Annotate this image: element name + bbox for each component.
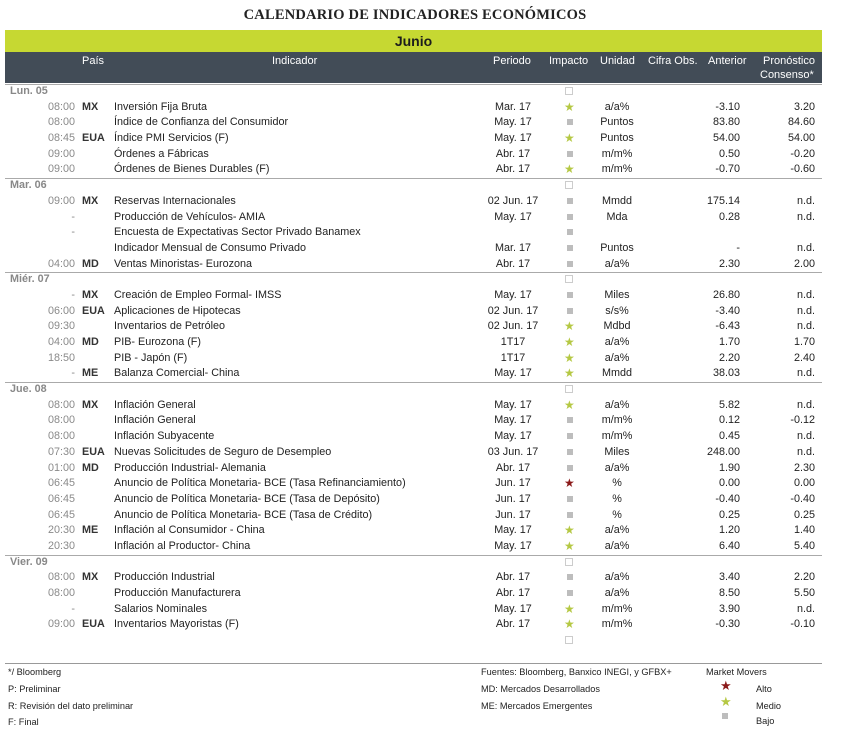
impact-low-icon: [567, 115, 573, 131]
row-country: EUA: [82, 132, 105, 145]
impact-low-icon: [567, 461, 573, 477]
row-indicator: Encuesta de Expectativas Sector Privado Banamex: [114, 226, 361, 239]
row-anterior: -0.40: [715, 492, 740, 505]
row-time: 04:00: [47, 257, 75, 270]
row-period: May. 17: [494, 367, 532, 380]
row-pronostico: n.d.: [796, 288, 815, 301]
row-unit: m/m%: [601, 602, 633, 615]
table-row: [0, 257, 841, 273]
row-anterior: -3.10: [715, 100, 740, 113]
row-time: 06:45: [47, 508, 75, 521]
table-row: [0, 319, 841, 335]
row-pronostico: n.d.: [796, 210, 815, 223]
impact-low-icon: [567, 194, 573, 210]
day-header: [0, 555, 841, 571]
row-pronostico: 2.40: [793, 351, 815, 364]
row-indicator: Balanza Comercial- China: [114, 367, 240, 380]
row-time: 20:30: [47, 539, 75, 552]
impact-medium-star-icon: ★: [564, 99, 575, 114]
table-row: [0, 445, 841, 461]
row-anterior: 175.14: [706, 194, 740, 207]
row-unit: a/a%: [604, 100, 630, 113]
legend-square-icon: [722, 713, 728, 719]
row-period: May. 17: [494, 132, 532, 145]
row-time: 08:45: [47, 132, 75, 145]
impact-low-icon: [567, 429, 573, 445]
row-period: Abr. 17: [495, 163, 531, 176]
impact-low-icon: [567, 288, 573, 304]
row-period: Jun. 17: [495, 508, 531, 521]
row-country: MD: [82, 336, 99, 348]
day-divider: [5, 178, 822, 179]
table-row: [0, 413, 841, 429]
table-row: [0, 210, 841, 226]
row-country: MX: [82, 571, 99, 584]
row-pronostico: 5.50: [793, 587, 815, 599]
row-unit: a/a%: [604, 571, 630, 584]
row-time: 06:45: [47, 492, 75, 505]
row-pronostico: 1.40: [793, 524, 815, 537]
legend-bajo: Bajo: [756, 716, 775, 726]
row-pronostico: 3.20: [793, 100, 815, 113]
row-pronostico: -0.12: [790, 414, 815, 427]
row-unit: a/a%: [604, 461, 630, 474]
impact-empty-icon: [565, 178, 573, 195]
row-unit: Mmdd: [602, 194, 632, 207]
row-time: -: [71, 226, 75, 239]
row-time: 06:00: [47, 304, 75, 317]
day-label: Vier. 09: [10, 555, 48, 568]
row-unit: Mda: [606, 210, 628, 223]
row-unit: m/m%: [601, 163, 633, 176]
row-indicator: Inflación al Productor- China: [114, 539, 251, 552]
row-country: MD: [82, 461, 99, 474]
row-time: 20:30: [47, 524, 75, 537]
row-pronostico: n.d.: [796, 320, 815, 333]
row-pronostico: -0.10: [790, 618, 815, 631]
row-period: 02 Jun. 17: [487, 320, 539, 333]
row-period: May. 17: [494, 288, 532, 301]
row-anterior: 0.45: [718, 430, 740, 443]
table-row: [0, 539, 841, 555]
row-anterior: 3.40: [718, 571, 740, 584]
row-indicator: Producción Manufacturera: [114, 587, 241, 599]
header-anterior: Anterior: [708, 55, 747, 67]
table-row: [0, 570, 841, 586]
table-row: [0, 617, 841, 633]
row-anterior: 0.50: [718, 147, 740, 160]
impact-low-icon: [567, 413, 573, 429]
impact-low-icon: [567, 570, 573, 586]
impact-medium-star-icon: ★: [564, 601, 575, 616]
impact-medium-star-icon: ★: [564, 538, 575, 553]
row-country: EUA: [82, 445, 105, 458]
impact-empty-icon: [565, 555, 573, 572]
impact-low-icon: [567, 508, 573, 524]
row-period: Abr. 17: [495, 618, 531, 631]
table-row: [0, 602, 841, 618]
month-banner: Junio: [5, 30, 822, 52]
header-unidad: Unidad: [600, 55, 635, 67]
row-unit: m/m%: [601, 430, 633, 443]
row-anterior: 6.40: [718, 539, 740, 552]
row-anterior: 0.28: [718, 210, 740, 223]
impact-low-icon: [567, 586, 573, 602]
table-row: [0, 335, 841, 351]
row-period: Abr. 17: [495, 587, 531, 599]
row-pronostico: 54.00: [787, 132, 815, 145]
row-anterior: 5.82: [718, 398, 740, 411]
row-country: MX: [82, 288, 99, 301]
impact-empty-icon: [565, 84, 573, 101]
row-period: Jun. 17: [495, 492, 531, 505]
row-unit: %: [612, 477, 622, 490]
row-period: Abr. 17: [495, 147, 531, 160]
row-anterior: 1.20: [718, 524, 740, 537]
row-period: 02 Jun. 17: [487, 194, 539, 207]
row-unit: %: [612, 508, 622, 521]
row-time: 18:50: [47, 351, 75, 364]
row-time: -: [71, 602, 75, 615]
footnote-md: MD: Mercados Desarrollados: [481, 684, 600, 694]
row-period: May. 17: [494, 430, 532, 443]
table-header: [5, 52, 822, 83]
row-unit: a/a%: [604, 398, 630, 411]
day-header: [0, 272, 841, 288]
row-indicator: Producción Industrial: [114, 571, 215, 584]
row-time: 08:00: [47, 571, 75, 584]
row-period: May. 17: [494, 398, 532, 411]
impact-medium-star-icon: ★: [564, 350, 575, 365]
row-indicator: Salarios Nominales: [114, 602, 208, 615]
row-pronostico: n.d.: [796, 241, 815, 254]
row-indicator: Índice PMI Servicios (F): [114, 132, 229, 145]
row-pronostico: n.d.: [796, 430, 815, 443]
row-pronostico: 0.00: [793, 477, 815, 490]
row-country: EUA: [82, 304, 105, 317]
impact-medium-star-icon: ★: [564, 617, 575, 632]
legend-title: Market Movers: [706, 667, 767, 677]
row-time: 08:00: [47, 414, 75, 427]
row-time: 07:30: [47, 445, 75, 458]
row-unit: a/a%: [604, 351, 630, 364]
row-period: Abr. 17: [495, 571, 531, 584]
header-indicador: Indicador: [272, 55, 318, 67]
row-indicator: Inflación General: [114, 414, 196, 427]
row-anterior: 8.50: [718, 587, 740, 599]
impact-low-icon: [567, 241, 573, 257]
row-pronostico: 2.20: [793, 571, 815, 584]
row-time: 08:00: [47, 430, 75, 443]
row-unit: a/a%: [604, 539, 630, 552]
day-header: [0, 178, 841, 194]
row-unit: Mdbd: [603, 320, 631, 333]
header-impacto: Impacto: [549, 55, 589, 67]
row-anterior: -6.43: [715, 320, 740, 333]
day-divider: [5, 555, 822, 556]
impact-low-icon: [567, 147, 573, 163]
row-country: EUA: [82, 618, 105, 631]
row-period: May. 17: [494, 414, 532, 427]
legend-alto: Alto: [756, 684, 772, 694]
row-unit: %: [612, 492, 622, 505]
row-indicator: Índice de Confianza del Consumidor: [114, 116, 289, 129]
impact-medium-star-icon: ★: [564, 523, 575, 538]
footer-divider: [5, 663, 822, 664]
row-period: Mar. 17: [494, 100, 531, 113]
row-time: -: [71, 288, 75, 301]
row-time: 01:00: [47, 461, 75, 474]
row-anterior: 3.90: [718, 602, 740, 615]
row-anterior: 2.20: [718, 351, 740, 364]
legend-star-green-icon: ★: [720, 694, 732, 709]
row-period: Mar. 17: [494, 241, 531, 254]
row-period: 1T17: [500, 351, 526, 364]
table-row: [0, 162, 841, 178]
row-anterior: 38.03: [712, 367, 740, 380]
row-unit: a/a%: [604, 257, 630, 270]
impact-empty-icon: [565, 382, 573, 399]
row-pronostico: 5.40: [793, 539, 815, 552]
header-pais: País: [82, 55, 105, 67]
row-unit: Miles: [604, 288, 630, 301]
row-anterior: 83.80: [712, 116, 740, 129]
row-anterior: -: [736, 241, 740, 254]
row-country: MX: [82, 100, 99, 113]
table-row: [0, 523, 841, 539]
table-row: [0, 100, 841, 116]
row-country: ME: [82, 524, 99, 537]
row-unit: m/m%: [601, 147, 633, 160]
row-indicator: Órdenes de Bienes Durables (F): [114, 163, 270, 176]
row-indicator: Inflación al Consumidor - China: [114, 524, 265, 537]
impact-high-star-icon: ★: [564, 476, 575, 491]
row-indicator: Nuevas Solicitudes de Seguro de Desempleo: [114, 445, 332, 458]
table-row: [0, 366, 841, 382]
row-period: May. 17: [494, 524, 532, 537]
row-period: 03 Jun. 17: [487, 445, 539, 458]
table-row: [0, 351, 841, 367]
row-period: May. 17: [494, 210, 532, 223]
row-indicator: PIB - Japón (F): [114, 351, 188, 364]
indicator-table: [0, 84, 841, 649]
table-end-row: [0, 633, 841, 649]
row-anterior: 0.12: [718, 414, 740, 427]
row-unit: Puntos: [600, 116, 634, 129]
row-pronostico: n.d.: [796, 304, 815, 317]
row-indicator: Ventas Minoristas- Eurozona: [114, 257, 253, 270]
row-indicator: Anuncio de Política Monetaria- BCE (Tasa de Depósito): [114, 492, 380, 505]
row-pronostico: -0.60: [790, 163, 815, 176]
table-row: [0, 304, 841, 320]
row-pronostico: n.d.: [796, 398, 815, 411]
row-pronostico: n.d.: [796, 445, 815, 458]
row-unit: m/m%: [601, 618, 633, 631]
row-indicator: Inflación Subyacente: [114, 430, 215, 443]
footnote-bloomberg: */ Bloomberg: [8, 667, 62, 677]
row-unit: Puntos: [600, 132, 634, 145]
row-unit: Puntos: [600, 241, 634, 254]
row-time: 09:00: [47, 147, 75, 160]
footnote-fuentes: Fuentes: Bloomberg, Banxico INEGI, y GFBX+: [481, 667, 672, 677]
table-row: [0, 147, 841, 163]
header-periodo: Periodo: [493, 55, 531, 67]
row-time: -: [71, 367, 75, 380]
table-row: [0, 492, 841, 508]
row-anterior: 54.00: [712, 132, 740, 145]
row-indicator: Órdenes a Fábricas: [114, 147, 209, 160]
day-label: Lun. 05: [10, 85, 48, 97]
row-time: 09:00: [47, 618, 75, 631]
row-anterior: 26.80: [712, 288, 740, 301]
day-divider: [5, 382, 822, 383]
row-time: 06:45: [47, 477, 75, 490]
footnote-revision: R: Revisión del dato preliminar: [8, 701, 134, 711]
row-indicator: Reservas Internacionales: [114, 194, 236, 207]
row-time: 09:30: [47, 320, 75, 333]
impact-low-icon: [567, 492, 573, 508]
row-period: May. 17: [494, 116, 532, 129]
row-country: ME: [82, 367, 99, 380]
impact-low-icon: [567, 304, 573, 320]
row-period: May. 17: [494, 539, 532, 552]
row-pronostico: 2.00: [793, 257, 815, 270]
table-row: [0, 398, 841, 414]
row-period: Abr. 17: [495, 257, 531, 270]
row-unit: a/a%: [604, 587, 630, 599]
row-anterior: 1.70: [718, 336, 740, 348]
row-unit: m/m%: [601, 414, 633, 427]
row-time: 08:00: [47, 100, 75, 113]
row-pronostico: 2.30: [793, 461, 815, 474]
row-period: 02 Jun. 17: [487, 304, 539, 317]
day-divider: [5, 272, 822, 273]
impact-low-icon: [567, 445, 573, 461]
impact-empty-icon: [565, 272, 573, 289]
page-title: CALENDARIO DE INDICADORES ECONÓMICOS: [243, 7, 587, 23]
row-indicator: PIB- Eurozona (F): [114, 336, 202, 348]
row-country: MD: [82, 257, 99, 270]
impact-medium-star-icon: ★: [564, 397, 575, 412]
impact-low-icon: [567, 257, 573, 273]
table-row: [0, 115, 841, 131]
row-unit: a/a%: [604, 524, 630, 537]
row-indicator: Anuncio de Política Monetaria- BCE (Tasa de Crédito): [114, 508, 373, 521]
legend-star-red-icon: ★: [720, 678, 732, 693]
table-row: [0, 508, 841, 524]
row-indicator: Creación de Empleo Formal- IMSS: [114, 288, 282, 301]
footnote-preliminar: P: Preliminar: [8, 684, 61, 694]
row-period: 1T17: [500, 336, 526, 348]
table-row: [0, 194, 841, 210]
row-pronostico: n.d.: [796, 602, 815, 615]
impact-medium-star-icon: ★: [564, 162, 575, 177]
row-country: MX: [82, 194, 99, 207]
row-indicator: Inventarios Mayoristas (F): [114, 618, 239, 631]
day-label: Miér. 07: [10, 273, 50, 286]
day-label: Mar. 06: [10, 179, 47, 192]
header-consenso: Consenso*: [760, 69, 814, 81]
table-row: [0, 241, 841, 257]
row-indicator: Inventarios de Petróleo: [114, 320, 226, 333]
row-time: 08:00: [47, 116, 75, 129]
row-time: 09:00: [47, 163, 75, 176]
row-anterior: -3.40: [715, 304, 740, 317]
impact-medium-star-icon: ★: [564, 335, 575, 349]
row-pronostico: n.d.: [796, 194, 815, 207]
row-indicator: Inversión Fija Bruta: [114, 100, 208, 113]
row-indicator: Indicador Mensual de Consumo Privado: [114, 241, 307, 254]
row-unit: s/s%: [605, 304, 629, 317]
row-period: Abr. 17: [495, 461, 531, 474]
row-anterior: 0.25: [718, 508, 740, 521]
footnote-me: ME: Mercados Emergentes: [481, 701, 593, 711]
row-anterior: -0.70: [715, 163, 740, 176]
impact-medium-star-icon: ★: [564, 366, 575, 381]
impact-low-icon: [567, 210, 573, 226]
row-pronostico: 0.25: [793, 508, 815, 521]
day-divider: [5, 84, 822, 85]
day-label: Jue. 08: [10, 383, 47, 396]
legend-medio: Medio: [756, 701, 782, 711]
row-anterior: 2.30: [718, 257, 740, 270]
row-period: May. 17: [494, 602, 532, 615]
row-time: 08:00: [47, 587, 75, 599]
row-anterior: 0.00: [718, 477, 740, 490]
row-pronostico: -0.40: [790, 492, 815, 505]
row-country: MX: [82, 398, 99, 411]
impact-empty-icon: [565, 633, 573, 650]
row-pronostico: 84.60: [787, 116, 815, 129]
row-indicator: Aplicaciones de Hipotecas: [114, 304, 241, 317]
row-time: 04:00: [47, 336, 75, 348]
row-anterior: 1.90: [718, 461, 740, 474]
impact-medium-star-icon: ★: [564, 319, 575, 334]
header-pronostico: Pronóstico: [763, 55, 815, 67]
table-row: [0, 131, 841, 147]
table-row: [0, 288, 841, 304]
row-pronostico: n.d.: [796, 367, 815, 380]
row-anterior: -0.30: [715, 618, 740, 631]
row-unit: Mmdd: [602, 367, 632, 380]
row-unit: a/a%: [604, 336, 630, 348]
day-header: [0, 382, 841, 398]
row-anterior: 248.00: [706, 445, 740, 458]
row-indicator: Producción Industrial- Alemania: [114, 461, 266, 474]
table-row: [0, 586, 841, 602]
row-indicator: Producción de Vehículos- AMIA: [114, 210, 266, 223]
header-cifra: Cifra Obs.: [648, 55, 698, 67]
row-unit: Miles: [604, 445, 630, 458]
footnote-final: F: Final: [8, 717, 39, 727]
table-row: [0, 429, 841, 445]
table-row: [0, 476, 841, 492]
day-header: [0, 84, 841, 100]
row-time: 08:00: [47, 398, 75, 411]
impact-low-icon: [567, 225, 573, 241]
row-period: Jun. 17: [495, 477, 531, 490]
row-time: 09:00: [47, 194, 75, 207]
row-time: -: [71, 210, 75, 223]
impact-medium-star-icon: ★: [564, 131, 575, 146]
row-pronostico: -0.20: [790, 147, 815, 160]
row-indicator: Anuncio de Política Monetaria- BCE (Tasa Refinanciamiento): [114, 477, 406, 490]
row-indicator: Inflación General: [114, 398, 196, 411]
row-pronostico: 1.70: [793, 336, 815, 348]
table-row: [0, 225, 841, 241]
table-row: [0, 461, 841, 477]
